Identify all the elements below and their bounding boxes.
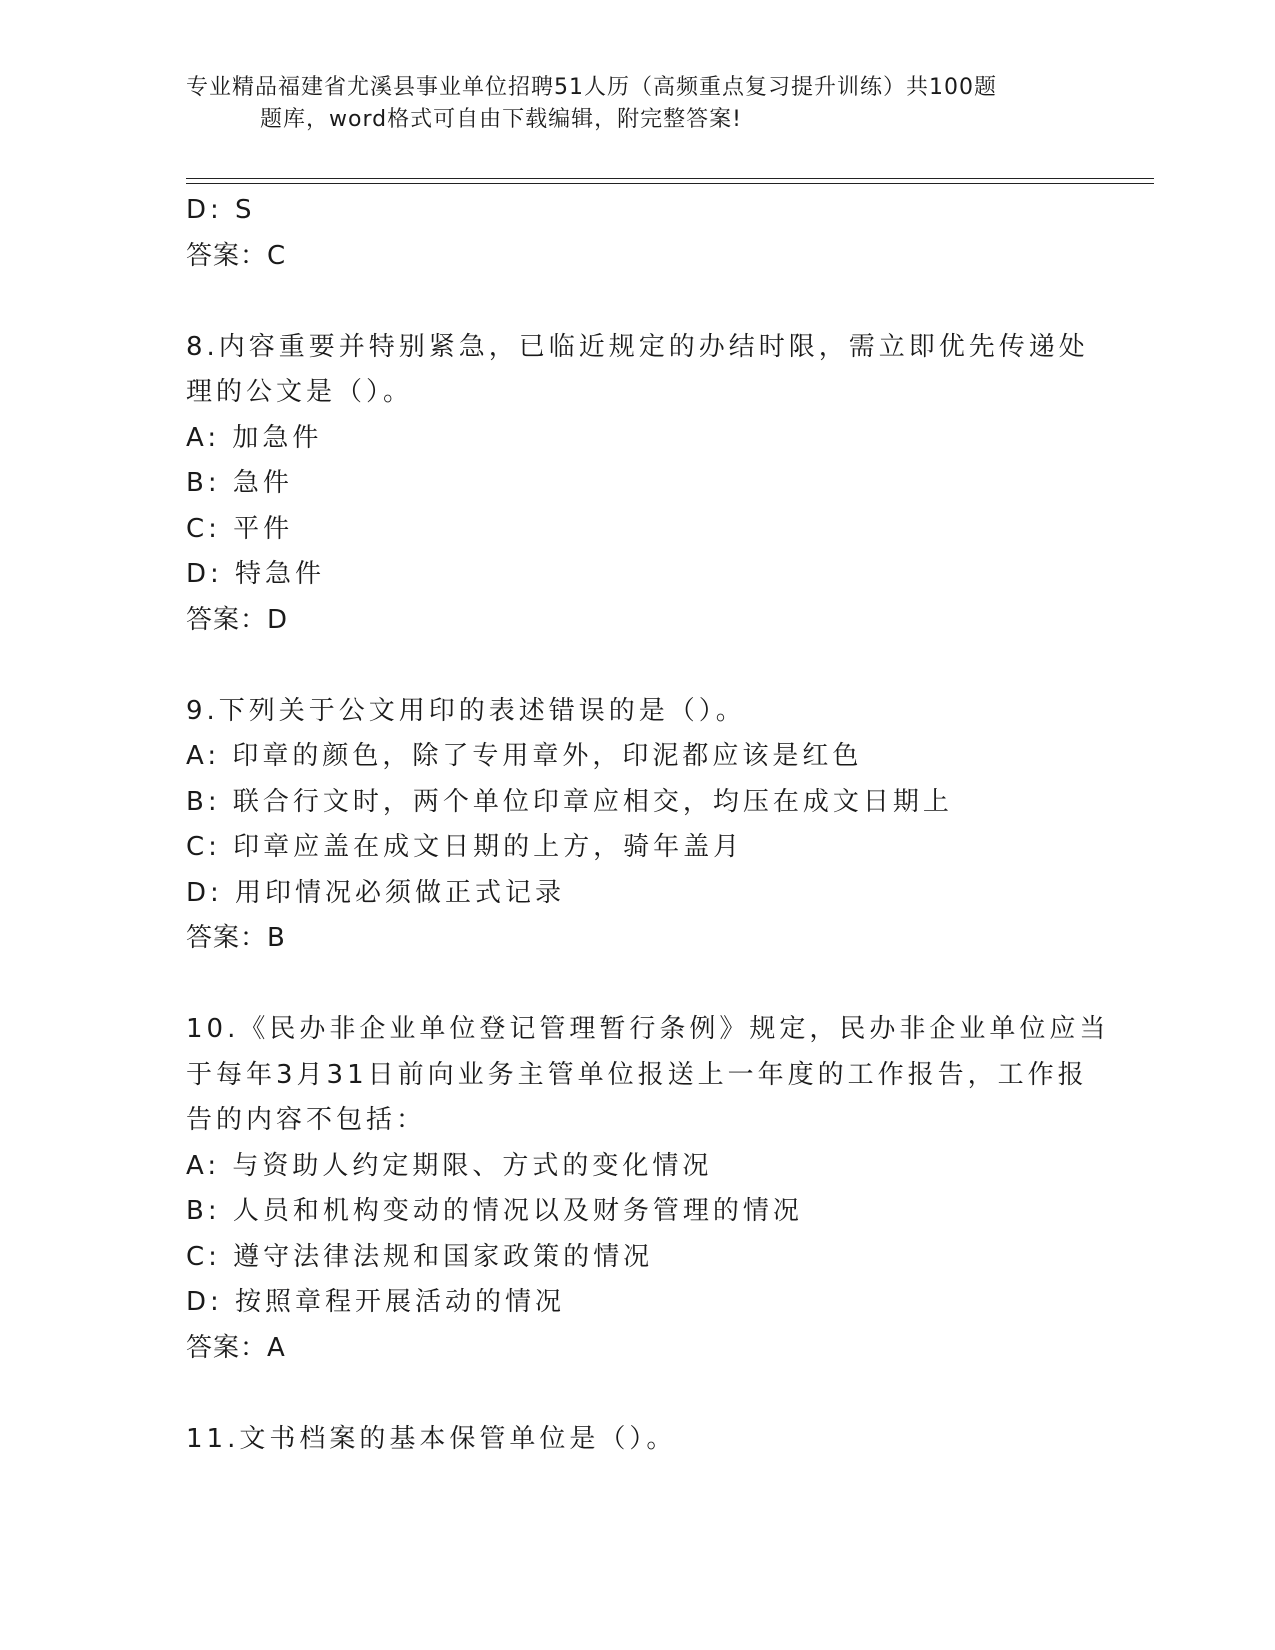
option-c: C: 平件: [186, 513, 294, 544]
question-stem-line: 10.《民办非企业单位登记管理暂行条例》规定，民办非企业单位应当: [186, 1014, 1110, 1044]
header-title-line-1: 专业精品福建省尤溪县事业单位招聘51人历（高频重点复习提升训练）共100题: [186, 75, 997, 100]
option-c: C: 印章应盖在成文日期的上方，骑年盖月: [186, 832, 744, 862]
spacer: [186, 1371, 1066, 1417]
option-a: A: 加急件: [186, 422, 323, 453]
spacer: [186, 279, 1066, 325]
answer: 答案：A: [186, 1332, 286, 1363]
question-stem-line: 8.内容重要并特别紧急，已临近规定的办结时限，需立即优先传递处: [186, 331, 1089, 362]
question-stem-line: 9.下列关于公文用印的表述错误的是（）。: [186, 695, 746, 726]
header-title-line-2: 题库，word格式可自由下载编辑，附完整答案!: [260, 107, 742, 132]
prev-option-d: D: S: [186, 195, 256, 225]
answer: 答案：B: [186, 923, 286, 953]
option-b: B: 联合行文时，两个单位印章应相交，均压在成文日期上: [186, 786, 953, 817]
answer: 答案：D: [186, 604, 289, 635]
option-d: D: 按照章程开展活动的情况: [186, 1287, 566, 1317]
question-stem-line: 于每年3月31日前向业务主管单位报送上一年度的工作报告，工作报: [186, 1059, 1088, 1090]
prev-answer: 答案：C: [186, 240, 287, 271]
page-header: [186, 72, 1086, 136]
option-b: B: 人员和机构变动的情况以及财务管理的情况: [186, 1196, 803, 1226]
question-9: [186, 689, 1066, 962]
question-stem-line: 告的内容不包括：: [186, 1105, 427, 1135]
question-stem-line: 11.文书档案的基本保管单位是（）。: [186, 1423, 677, 1454]
option-a: A: 印章的颜色，除了专用章外，印泥都应该是红色: [186, 741, 863, 771]
option-d: D: 特急件: [186, 559, 326, 589]
header-rule-bottom: [186, 183, 1154, 184]
option-c: C: 遵守法律法规和国家政策的情况: [186, 1241, 654, 1272]
question-stem-line: 理的公文是（）。: [186, 377, 414, 407]
question-content: [186, 188, 1110, 1462]
question-8: [186, 325, 1089, 644]
option-d: D: 用印情况必须做正式记录: [186, 877, 566, 908]
header-rule-top: [186, 178, 1154, 179]
question-11: [186, 1417, 1066, 1463]
option-a: A: 与资助人约定期限、方式的变化情况: [186, 1150, 713, 1181]
question-10: [186, 1007, 1110, 1371]
option-b: B: 急件: [186, 468, 293, 498]
spacer: [186, 962, 1066, 1008]
spacer: [186, 643, 1066, 689]
